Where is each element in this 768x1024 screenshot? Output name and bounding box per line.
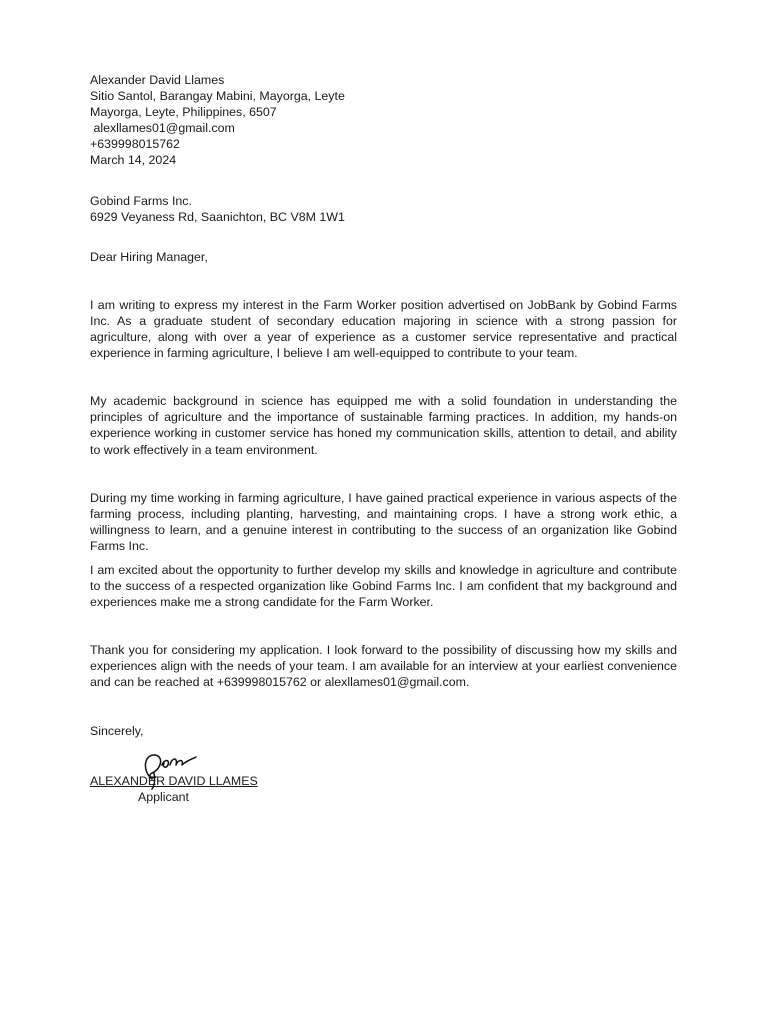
sender-block bbox=[90, 72, 677, 169]
recipient-address: 6929 Veyaness Rd, Saanichton, BC V8M 1W1 bbox=[90, 209, 345, 224]
sender-name: Alexander David Llames bbox=[90, 73, 225, 87]
recipient-company: Gobind Farms Inc. bbox=[90, 193, 192, 208]
cover-letter bbox=[90, 72, 677, 807]
sender-address-line2: Mayorga, Leyte, Philippines, 6507 bbox=[90, 105, 277, 120]
signer-title: Applicant bbox=[138, 789, 189, 804]
salutation: Dear Hiring Manager, bbox=[90, 249, 208, 264]
letter-date: March 14, 2024 bbox=[90, 153, 177, 168]
sender-email: alexllames01@gmail.com bbox=[90, 121, 235, 136]
signature-block bbox=[90, 755, 677, 807]
body-paragraph-1: I am writing to express my interest in the Farm Worker position advertised on JobBank by Gobind Farms Inc. As a graduate student of secondary education majoring in science with a strong passion for agriculture, along with over a year of experience as a customer service representative and practical experience in farming agriculture, I believe I am well-equipped to contribute to your team. bbox=[90, 297, 677, 361]
sender-address-line1: Sitio Santol, Barangay Mabini, Mayorga, Leyte bbox=[90, 89, 345, 104]
body-paragraph-3: During my time working in farming agriculture, I have gained practical experience in various aspects of the farming process, including planting, harvesting, and maintaining crops. I have a strong work ethic, a willingness to learn, and a genuine interest in contributing to the success of an organization like Gobind Farms Inc. bbox=[90, 490, 677, 553]
body-paragraph-4: I am excited about the opportunity to further develop my skills and knowledge in agriculture and contribute to the success of a respected organization like Gobind Farms Inc. I am confident that my background and experiences make me a strong candidate for the Farm Worker. bbox=[90, 562, 677, 610]
body-paragraph-5: Thank you for considering my application. I look forward to the possibility of discussing how my skills and experiences align with the needs of your team. I am available for an interview at your earliest convenience and can be reached at +639998015762 or alexllames01@gmail.com. bbox=[90, 643, 677, 690]
recipient-block bbox=[90, 193, 677, 225]
body-paragraph-2: My academic background in science has equipped me with a solid foundation in understanding the principles of agriculture and the importance of sustainable farming practices. In addition, my hands-on experience working in customer service has honed my communication skills, attention to detail, and ability to work effectively in a team environment. bbox=[90, 394, 677, 457]
sender-phone: +639998015762 bbox=[90, 137, 180, 152]
closing: Sincerely, bbox=[90, 723, 144, 738]
signer-name: ALEXANDER DAVID LLAMES bbox=[90, 773, 258, 788]
